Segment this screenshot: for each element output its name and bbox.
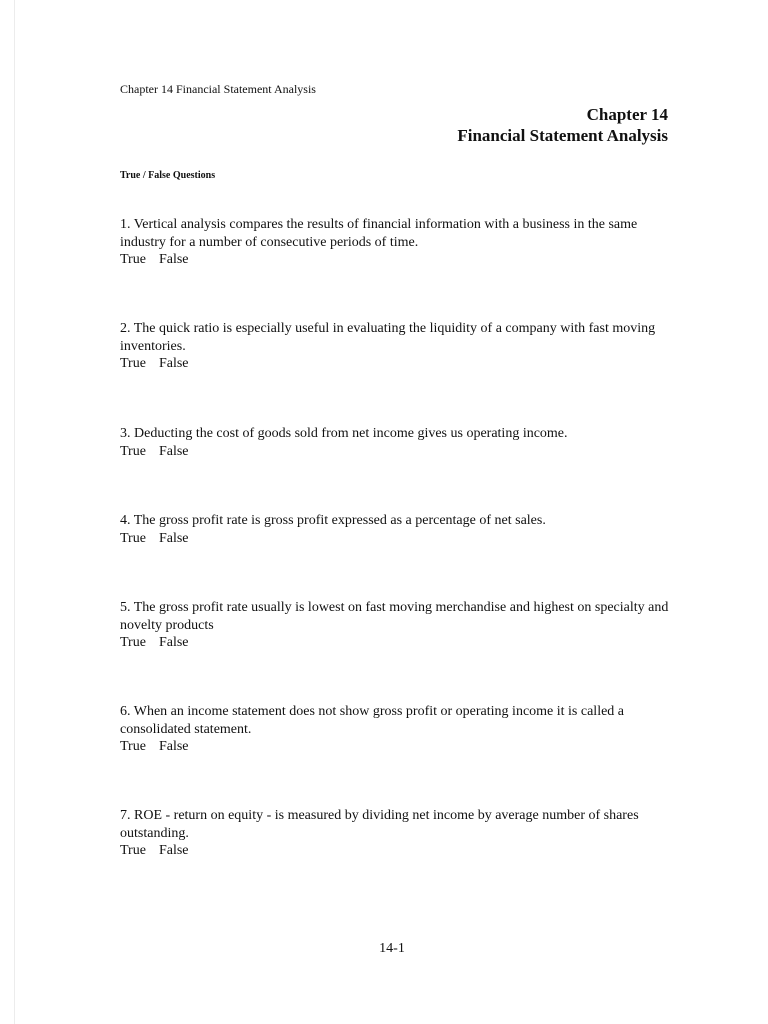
question-item <box>120 807 680 860</box>
choice-false: False <box>158 635 189 650</box>
answer-choices <box>120 355 680 373</box>
question-item <box>120 703 680 756</box>
question-text: 2. The quick ratio is especially useful in evaluating the liquidity of a company with fast moving inventories. <box>120 321 656 354</box>
choice-true: True <box>120 252 146 267</box>
choice-false: False <box>158 739 189 754</box>
choice-false: False <box>158 252 189 267</box>
question-item <box>120 425 680 460</box>
question-text: 1. Vertical analysis compares the results of financial information with a business in the same industry for a number of consecutive periods of time. <box>120 217 638 250</box>
answer-choices <box>120 251 680 269</box>
chapter-subject-title: Financial Statement Analysis <box>457 126 668 145</box>
answer-choices <box>120 530 680 548</box>
running-header: Chapter 14 Financial Statement Analysis <box>120 82 316 96</box>
page-number: 14-1 <box>379 941 405 956</box>
question-item <box>120 512 680 547</box>
choice-true: True <box>120 443 146 459</box>
section-heading: True / False Questions <box>120 170 216 181</box>
choice-true: True <box>120 843 146 858</box>
choice-false: False <box>158 530 189 546</box>
answer-choices <box>120 842 680 860</box>
answer-choices <box>120 634 680 652</box>
question-text: 3. Deducting the cost of goods sold from net income gives us operating income. <box>120 426 568 441</box>
question-text: 5. The gross profit rate usually is lowest on fast moving merchandise and highest on specialty and novelty products <box>120 600 669 633</box>
question-text: 4. The gross profit rate is gross profit expressed as a percentage of net sales. <box>120 513 546 528</box>
chapter-title-block <box>457 104 668 146</box>
chapter-number-title: Chapter 14 <box>586 105 668 124</box>
question-item <box>120 216 680 269</box>
choice-true: True <box>120 635 146 650</box>
question-text: 7. ROE - return on equity - is measured by dividing net income by average number of shares outstanding. <box>120 808 639 841</box>
question-item <box>120 320 680 373</box>
choice-false: False <box>158 843 189 858</box>
choice-false: False <box>158 443 189 459</box>
choice-false: False <box>158 356 189 371</box>
question-text: 6. When an income statement does not show gross profit or operating income it is called a consolidated statement. <box>120 704 625 737</box>
answer-choices <box>120 443 680 461</box>
choice-true: True <box>120 356 146 371</box>
choice-true: True <box>120 739 146 754</box>
question-item <box>120 599 680 652</box>
answer-choices <box>120 738 680 756</box>
choice-true: True <box>120 530 146 546</box>
page-edge-shadow <box>14 0 15 1024</box>
